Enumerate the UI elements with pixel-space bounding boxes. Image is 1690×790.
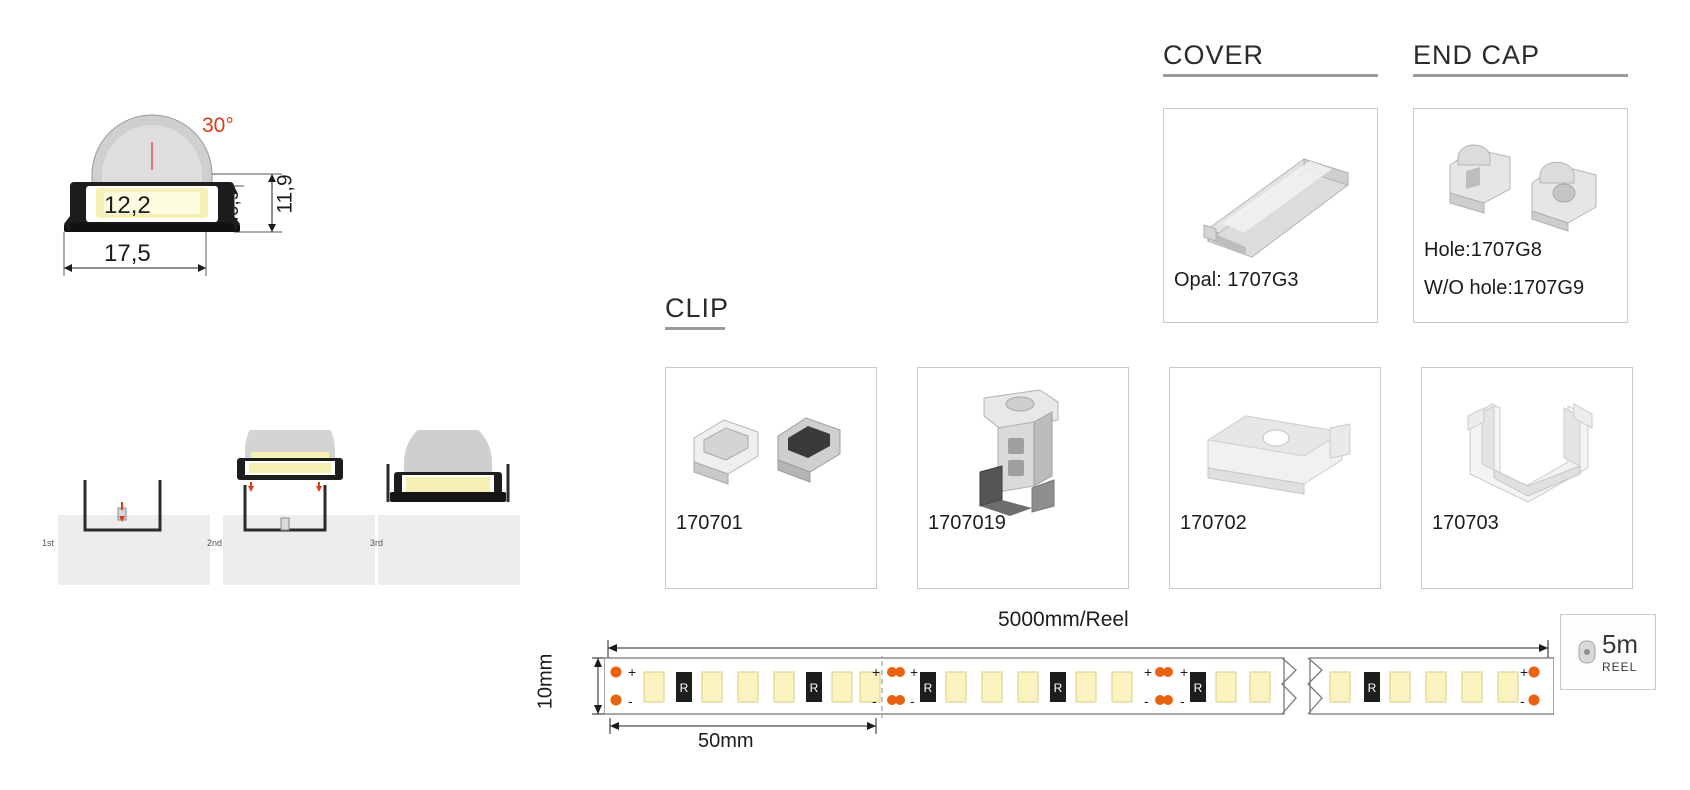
svg-text:-: - [628, 693, 633, 709]
end-cap-card[interactable] [1413, 108, 1628, 323]
clip-170701-label: 170701 [676, 512, 743, 534]
strip-length-label: 5000mm/Reel [998, 608, 1129, 631]
clip-heading-text: CLIP [665, 293, 730, 323]
svg-text:+: + [628, 664, 637, 680]
clip-170702-label: 170702 [1180, 512, 1247, 534]
section-heading-clip [665, 293, 730, 330]
reel-size-label: 5m [1601, 628, 1639, 659]
outer-width-label: 17,5 [104, 240, 151, 267]
strip-width-dimension [554, 652, 610, 722]
install-step-1 [40, 430, 210, 610]
clip-card-1707019[interactable] [917, 367, 1129, 589]
clip-170701-image [680, 392, 864, 512]
clip-card-170703[interactable] [1421, 367, 1633, 589]
cover-heading-text: COVER [1163, 40, 1265, 70]
install-step-3-label: 3rd [370, 538, 384, 548]
svg-text:R: R [1053, 681, 1063, 695]
angle-label: 30° [202, 114, 234, 137]
svg-text:-: - [1520, 693, 1525, 709]
svg-text:-: - [910, 693, 915, 709]
installation-steps [20, 430, 540, 610]
end-cap-hole-label: Hole:1707G8 [1424, 239, 1542, 261]
inner-height-label: 6,9 [222, 189, 244, 217]
cover-heading-rule [1163, 74, 1378, 77]
svg-text:R: R [809, 681, 819, 695]
strip-width-label: 10mm [534, 653, 557, 710]
svg-text:+: + [1180, 664, 1189, 680]
clip-card-170702[interactable] [1169, 367, 1381, 589]
cover-card[interactable] [1163, 108, 1378, 323]
install-step-2 [205, 430, 375, 610]
led-strip-diagram [534, 608, 1658, 758]
total-height-label: 11,9 [273, 174, 297, 214]
clip-1707019-label: 1707019 [928, 512, 1006, 534]
svg-text:+: + [1144, 664, 1153, 680]
svg-text:R: R [679, 681, 689, 695]
reel-badge [1560, 614, 1656, 690]
svg-text:-: - [1180, 693, 1185, 709]
end-cap-heading-rule [1413, 74, 1628, 77]
end-cap-no-hole-label: W/O hole:1707G9 [1424, 277, 1585, 299]
install-step-1-label: 1st [42, 538, 55, 548]
svg-text:+: + [872, 664, 881, 680]
svg-text:+: + [1520, 664, 1529, 680]
clip-heading-rule [665, 327, 725, 330]
svg-text:+: + [910, 664, 919, 680]
clip-170703-image [1448, 388, 1610, 514]
strip-cut-dimension [604, 718, 904, 748]
svg-text:R: R [1367, 681, 1377, 695]
section-heading-end-cap [1413, 40, 1628, 77]
clip-1707019-image [954, 380, 1094, 530]
install-step-3 [368, 430, 538, 610]
svg-text:R: R [923, 681, 933, 695]
strip-cut-label: 50mm [698, 730, 754, 752]
svg-text:R: R [1193, 681, 1203, 695]
clip-170703-label: 170703 [1432, 512, 1499, 534]
cover-card-label: Opal: 1707G3 [1174, 269, 1299, 291]
reel-icon [1578, 639, 1596, 665]
led-strip-graphic [604, 656, 1554, 718]
clip-170702-image [1192, 396, 1364, 506]
profile-cross-section [20, 100, 340, 320]
svg-text:-: - [1144, 693, 1149, 709]
end-cap-heading-text: END CAP [1413, 40, 1541, 70]
end-cap-image [1428, 131, 1618, 241]
svg-text:-: - [872, 693, 877, 709]
section-heading-cover [1163, 40, 1378, 77]
cover-image [1182, 137, 1362, 267]
inner-width-label: 12,2 [104, 192, 151, 219]
install-step-2-label: 2nd [207, 538, 223, 548]
reel-word-label: REEL [1601, 659, 1638, 674]
clip-card-170701[interactable] [665, 367, 877, 589]
